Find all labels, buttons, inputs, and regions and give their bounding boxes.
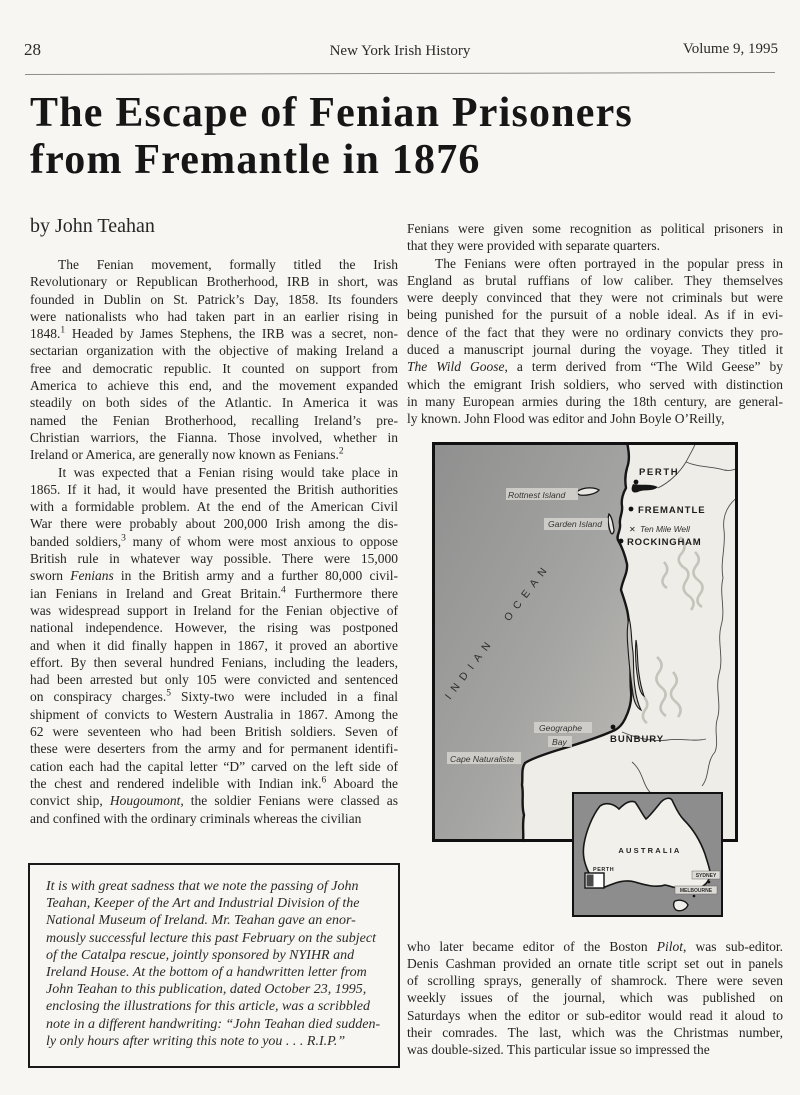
text-line: John Teahan to this publication, dated October 23, 1995, bbox=[46, 982, 367, 998]
text-line: of scrolling sprays, generally of shamrock. There were seven bbox=[407, 973, 783, 989]
text-line: had been arrested but only 105 were convicted and sentenced bbox=[30, 672, 398, 688]
right-column-bottom-text bbox=[407, 938, 783, 1059]
text-line: mously successful lecture this past February on the subject bbox=[46, 930, 376, 946]
volume-label: Volume 9, 1995 bbox=[682, 41, 778, 57]
map-label-rottnest-island: Rottnest Island bbox=[508, 489, 566, 500]
text-line: free and democratic republic. It counted on support from bbox=[30, 360, 398, 376]
text-line: It was expected that a Fenian rising would take place in bbox=[58, 464, 398, 480]
text-line: being punished for the pursuit of a noble ideal. As if in evi- bbox=[407, 307, 783, 323]
text-line: steadily on both sides of the Atlantic. In America it was bbox=[30, 395, 398, 411]
text-line: America to achieve this end, and the movement expanded bbox=[30, 378, 398, 394]
paragraph bbox=[407, 255, 783, 428]
text-line: were nationalists who had taken part in an earlier rising in bbox=[30, 308, 398, 324]
text-line: these were deserters from the army and for permanent identifi- bbox=[30, 741, 398, 757]
footnote-marker: 6 bbox=[321, 775, 327, 786]
text-line: 1865. If it had, it would have presented the British authorities bbox=[30, 481, 398, 497]
fremantle-dot bbox=[629, 506, 634, 511]
article-title bbox=[30, 90, 790, 184]
inset-label-melbourne: MELBOURNE bbox=[679, 887, 713, 894]
text-line: War there were probably about 200,000 Irish among the dis- bbox=[30, 516, 398, 532]
text-line: The Wild Goose, a term derived from “The Wild Geese” by bbox=[407, 359, 783, 375]
text-line: 1848.$^1$ Headed by James Stephens, the IRB was a secret, non- bbox=[30, 325, 398, 342]
footnote-marker: 1 bbox=[60, 325, 66, 336]
ten-mile-well-marker: ✕ bbox=[629, 524, 636, 534]
text-line: note in a different handwriting: “John Teahan died sudden- bbox=[46, 1016, 381, 1032]
map-label-fremantle: FREMANTLE bbox=[638, 504, 706, 516]
map-label-bay: Bay bbox=[552, 736, 567, 747]
text-line: Ireland or America, are generally now known as Fenians.$^2$ bbox=[30, 446, 344, 463]
text-line: shipment of convicts to Western Australia in 1867. Among the bbox=[30, 706, 398, 722]
text-line: Revolutionary or Republican Brotherhood, IRB in short, was bbox=[30, 274, 398, 290]
text-line: was double-sized. This particular issue so impressed the bbox=[407, 1042, 710, 1058]
text-line: weekly issues of the journal, which was published on bbox=[407, 990, 783, 1006]
text-line: The Fenian movement, formally titled the Irish bbox=[58, 257, 398, 272]
text-line: and confined with the ordinary criminals whereas the civilian bbox=[30, 810, 362, 826]
article-title-line-1: The Escape of Fenian Prisoners bbox=[30, 90, 633, 136]
map-label-ten-mile-well: Ten Mile Well bbox=[640, 523, 690, 534]
map-label-geographe: Geographe bbox=[539, 722, 583, 733]
text-line: the chest and rendered indelible with Indian ink.$^6$ Aboard the bbox=[30, 775, 398, 791]
text-line: founded in Dublin on St. Patrick’s Day, 1858. Its founders bbox=[30, 291, 398, 307]
text-line: of the Catalpa rescue, jointly sponsored by NYIHR and bbox=[46, 947, 355, 963]
map-label-rockingham: ROCKINGHAM bbox=[627, 536, 702, 548]
text-line: Denis Cashman provided an ornate title script set out in panels bbox=[407, 955, 783, 971]
map-label-cape-naturaliste: Cape Naturaliste bbox=[450, 753, 515, 764]
text-line: with a formidable problem. At the end of the American Civil bbox=[30, 499, 398, 515]
text-line: and when it did finally happen in 1867, it proved an abortive bbox=[30, 637, 398, 653]
article-title-line-2: from Fremantle in 1876 bbox=[30, 137, 481, 183]
map-label-garden-island: Garden Island bbox=[548, 518, 602, 529]
text-line: named the Fenian Brotherhood, recalling Ireland’s pre- bbox=[30, 412, 398, 428]
inset-label-australia: AUSTRALIA bbox=[618, 845, 682, 855]
map-figure bbox=[432, 442, 738, 917]
text-line: their comrades. The last, which was the Christmas number, bbox=[407, 1025, 783, 1041]
right-column bbox=[407, 220, 783, 1059]
text-line: Ireland House. At the bottom of a handwritten letter from bbox=[46, 965, 367, 981]
text-line: National Museum of Ireland. Mr. Teahan gave an enor- bbox=[46, 913, 356, 929]
text-line: sworn Fenians in the British army and a further 80,000 civil- bbox=[30, 568, 398, 584]
text-line: on conspiracy charges.$^5$ Sixty-two were included in a final bbox=[30, 688, 398, 705]
text-line: It is with great sadness that we note the passing of John bbox=[46, 879, 359, 894]
text-line: convict ship, Hougoumont, the soldier Fenians were classed as bbox=[30, 793, 398, 809]
text-line: which the emigrant Irish soldiers, who served with distinction bbox=[407, 376, 783, 392]
byline: by John Teahan bbox=[30, 215, 155, 237]
text-line: 62 were seventeen who had been British soldiers. Seven of bbox=[30, 724, 398, 740]
paragraph bbox=[30, 464, 398, 827]
perth-detail-box-shade bbox=[587, 874, 594, 886]
text-line: was widespread support in Ireland for the Fenian objective of bbox=[30, 602, 398, 618]
text-line: ly only hours after writing this note to you . . . R.I.P.” bbox=[46, 1033, 346, 1049]
rockingham-dot bbox=[619, 538, 624, 543]
text-line: effort. By then several hundred Fenians, including the leaders, bbox=[30, 654, 398, 670]
text-line: in many European armies during the 18th century, are general- bbox=[407, 393, 783, 409]
text-line: were deeply convinced that they were not criminals but were bbox=[407, 290, 783, 306]
text-line: national independence. However, the rising was postponed bbox=[30, 620, 398, 636]
text-line: Christian warriors, the Fianna. Those involved, whether in bbox=[30, 429, 398, 445]
text-line: ly known. John Flood was editor and John Boyle O’Reilly, bbox=[407, 411, 725, 427]
text-line: The Fenians were often portrayed in the popular press in bbox=[435, 255, 783, 271]
text-line: dence of the fact that they were no ordinary convicts they pro- bbox=[407, 324, 783, 340]
text-line: Saturdays when the editor or sub-editor would read it aloud to bbox=[407, 1007, 783, 1023]
inset-label-sydney: SYDNEY bbox=[695, 872, 717, 879]
paragraph bbox=[407, 220, 783, 255]
map-label-indian-ocean: INDIAN OCEAN bbox=[442, 560, 554, 702]
footnote-marker: 3 bbox=[121, 533, 126, 544]
text-line: cation each had the capital letter “D” carved on the left side of bbox=[30, 758, 398, 774]
journal-title: New York Irish History bbox=[329, 43, 471, 59]
bunbury-dot bbox=[611, 724, 616, 729]
text-line: that they were provided with separate quarters. bbox=[407, 238, 661, 254]
page-number: 28 bbox=[24, 40, 41, 59]
text-line: Fenians were given some recognition as political prisoners in bbox=[407, 221, 783, 236]
text-line: British rule in whatever way possible. There were 15,000 bbox=[30, 551, 398, 567]
text-line: duced a manuscript journal during the voyage. They titled it bbox=[407, 342, 783, 358]
text-line: banded soldiers,$^3$ many of whom were most anxious to oppose bbox=[30, 533, 399, 549]
header-rule bbox=[25, 72, 775, 75]
text-line: enclosing the illustrations for this article, was a scribbled bbox=[46, 999, 370, 1015]
inset-label-perth: PERTH bbox=[593, 866, 615, 873]
text-line: Teahan, Keeper of the Art and Industrial Division of the bbox=[46, 896, 360, 912]
map-label-bunbury: BUNBURY bbox=[610, 733, 665, 745]
paragraph bbox=[30, 256, 398, 464]
left-column bbox=[30, 256, 398, 827]
footnote-marker: 5 bbox=[166, 688, 172, 699]
text-line: who later became editor of the Boston Pilot, was sub-editor. bbox=[407, 938, 783, 954]
perth-dot bbox=[634, 479, 639, 484]
map-label-perth: PERTH bbox=[639, 466, 680, 478]
obituary-box bbox=[28, 863, 400, 1068]
australia-inset-map bbox=[572, 792, 723, 917]
text-line: ian Fenians in Ireland and Great Britain.$^4$ Furthermore there bbox=[30, 585, 398, 601]
text-line: England as brutal ruffians of low caliber. They themselves bbox=[407, 272, 783, 288]
right-column-top-text bbox=[407, 220, 783, 428]
footnote-marker: 2 bbox=[338, 446, 344, 457]
text-line: sectarian organization with the objective of making Ireland a bbox=[30, 343, 398, 359]
paragraph bbox=[407, 938, 783, 1059]
footnote-marker: 4 bbox=[280, 585, 286, 596]
